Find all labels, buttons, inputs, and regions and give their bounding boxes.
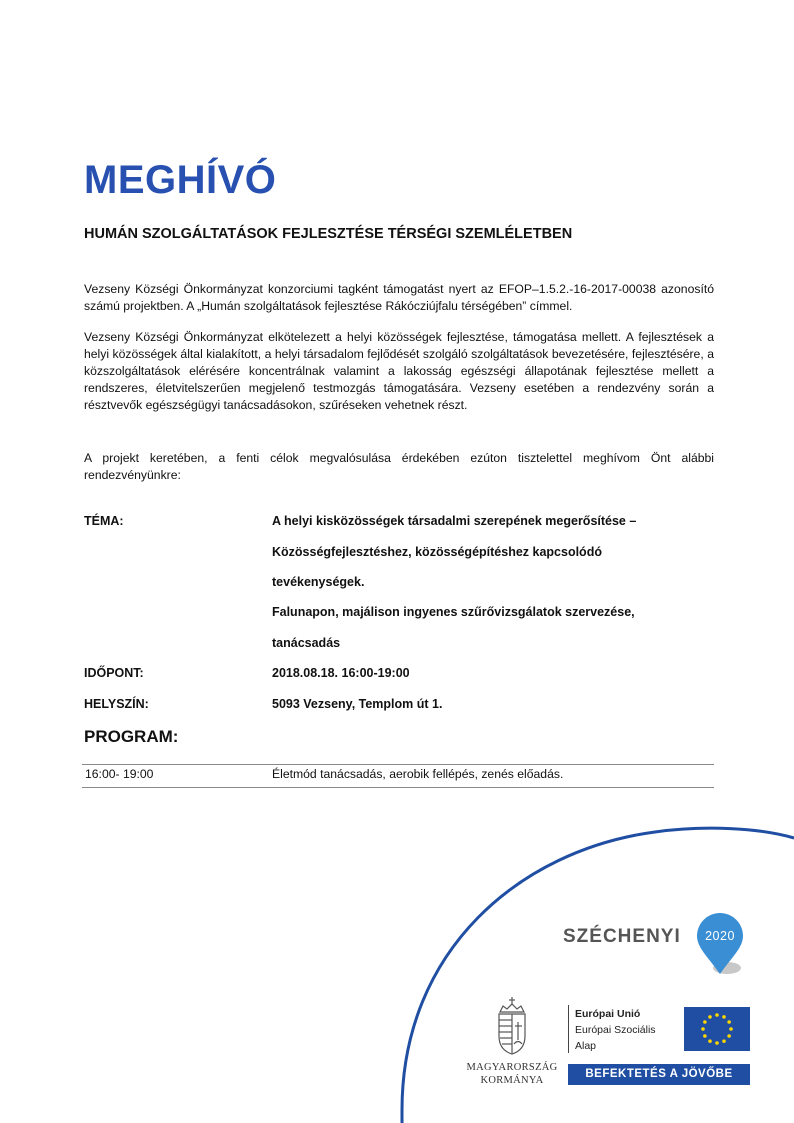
idopont-label: IDŐPONT: — [84, 666, 144, 680]
government-line-1: MAGYARORSZÁG — [466, 1062, 558, 1073]
eu-flag-icon — [684, 1007, 750, 1051]
eu-line-3: Alap — [575, 1040, 597, 1052]
helyszin-label: HELYSZÍN: — [84, 697, 149, 711]
idopont-value: 2018.08.18. 16:00-19:00 — [272, 666, 410, 680]
eu-star — [703, 1020, 707, 1024]
helyszin-value: 5093 Vezseny, Templom út 1. — [272, 697, 443, 711]
paragraph-invitation: A projekt keretében, a fenti célok megvalósulása érdekében ezúton tisztelettel meghívom Önt alábbi rendezvényünkre: — [84, 451, 714, 482]
eu-star — [703, 1034, 707, 1038]
tema-line: tevékenységek. — [272, 575, 365, 589]
eu-star — [727, 1020, 731, 1024]
program-heading: PROGRAM: — [84, 727, 179, 746]
paragraph-intro: Vezseny Községi Önkormányzat konzorciumi tagként támogatást nyert az EFOP–1.5.2.-16-2017-00038 azonosító számú projektben. A „Humán szolgáltatások fejlesztése Rákócziújfalu térségében” címmel. — [84, 282, 714, 313]
tema-line: tanácsadás — [272, 636, 341, 650]
szechenyi-year: 2020 — [705, 929, 735, 943]
hungarian-coat-of-arms-icon — [494, 996, 530, 1056]
eu-divider — [568, 1005, 569, 1053]
page-subtitle: HUMÁN SZOLGÁLTATÁSOK FEJLESZTÉSE TÉRSÉGI SZEMLÉLETBEN — [84, 226, 573, 242]
page-title: MEGHÍVÓ — [84, 158, 277, 202]
tema-line: Közösségfejlesztéshez, közösségépítéshez kapcsolódó — [272, 545, 602, 559]
eu-star — [701, 1027, 705, 1031]
tema-label: TÉMA: — [84, 514, 124, 528]
eu-line-1: Európai Unió — [575, 1008, 641, 1020]
program-description: Életmód tanácsadás, aerobik fellépés, zenés előadás. — [272, 767, 564, 781]
szechenyi-logo-text: SZÉCHENYI — [563, 926, 681, 947]
eu-star — [722, 1039, 726, 1043]
paragraph-commitment: Vezseny Községi Önkormányzat elkötelezett a helyi közösségek fejlesztése, támogatása mellett. A fejlesztések a helyi közösségek által kialakított, a helyi társadalom fejlődését szolgáló szolgáltatások bevezetésére, fejlesztésére, a közszolgáltatások elérésére koncentrálnak valamint a lakosság egészségi állapotának fejlesztése mellett a rendszeres, életvitelszerűen megjelenő testmozgás támogatására. Vezseny esetében a rendezvény során a résztvevők egészségügyi tanácsadásokon, szűréseken vehetnek részt. — [84, 330, 714, 412]
eu-star — [715, 1041, 719, 1045]
eu-star — [715, 1013, 719, 1017]
szechenyi-pin-icon — [695, 912, 745, 978]
tema-line: Falunapon, majálison ingyenes szűrővizsgálatok szervezése, — [272, 605, 635, 619]
tema-line: A helyi kisközösségek társadalmi szerepének megerősítése – — [272, 514, 637, 528]
eu-star — [722, 1015, 726, 1019]
eu-line-2: Európai Szociális — [575, 1024, 656, 1036]
program-table — [82, 764, 714, 788]
invest-banner: BEFEKTETÉS A JÖVŐBE — [568, 1064, 750, 1085]
eu-star — [708, 1039, 712, 1043]
eu-star — [708, 1015, 712, 1019]
government-line-2: KORMÁNYA — [480, 1075, 544, 1086]
program-time: 16:00- 19:00 — [85, 767, 154, 781]
eu-star — [727, 1034, 731, 1038]
eu-star — [729, 1027, 733, 1031]
